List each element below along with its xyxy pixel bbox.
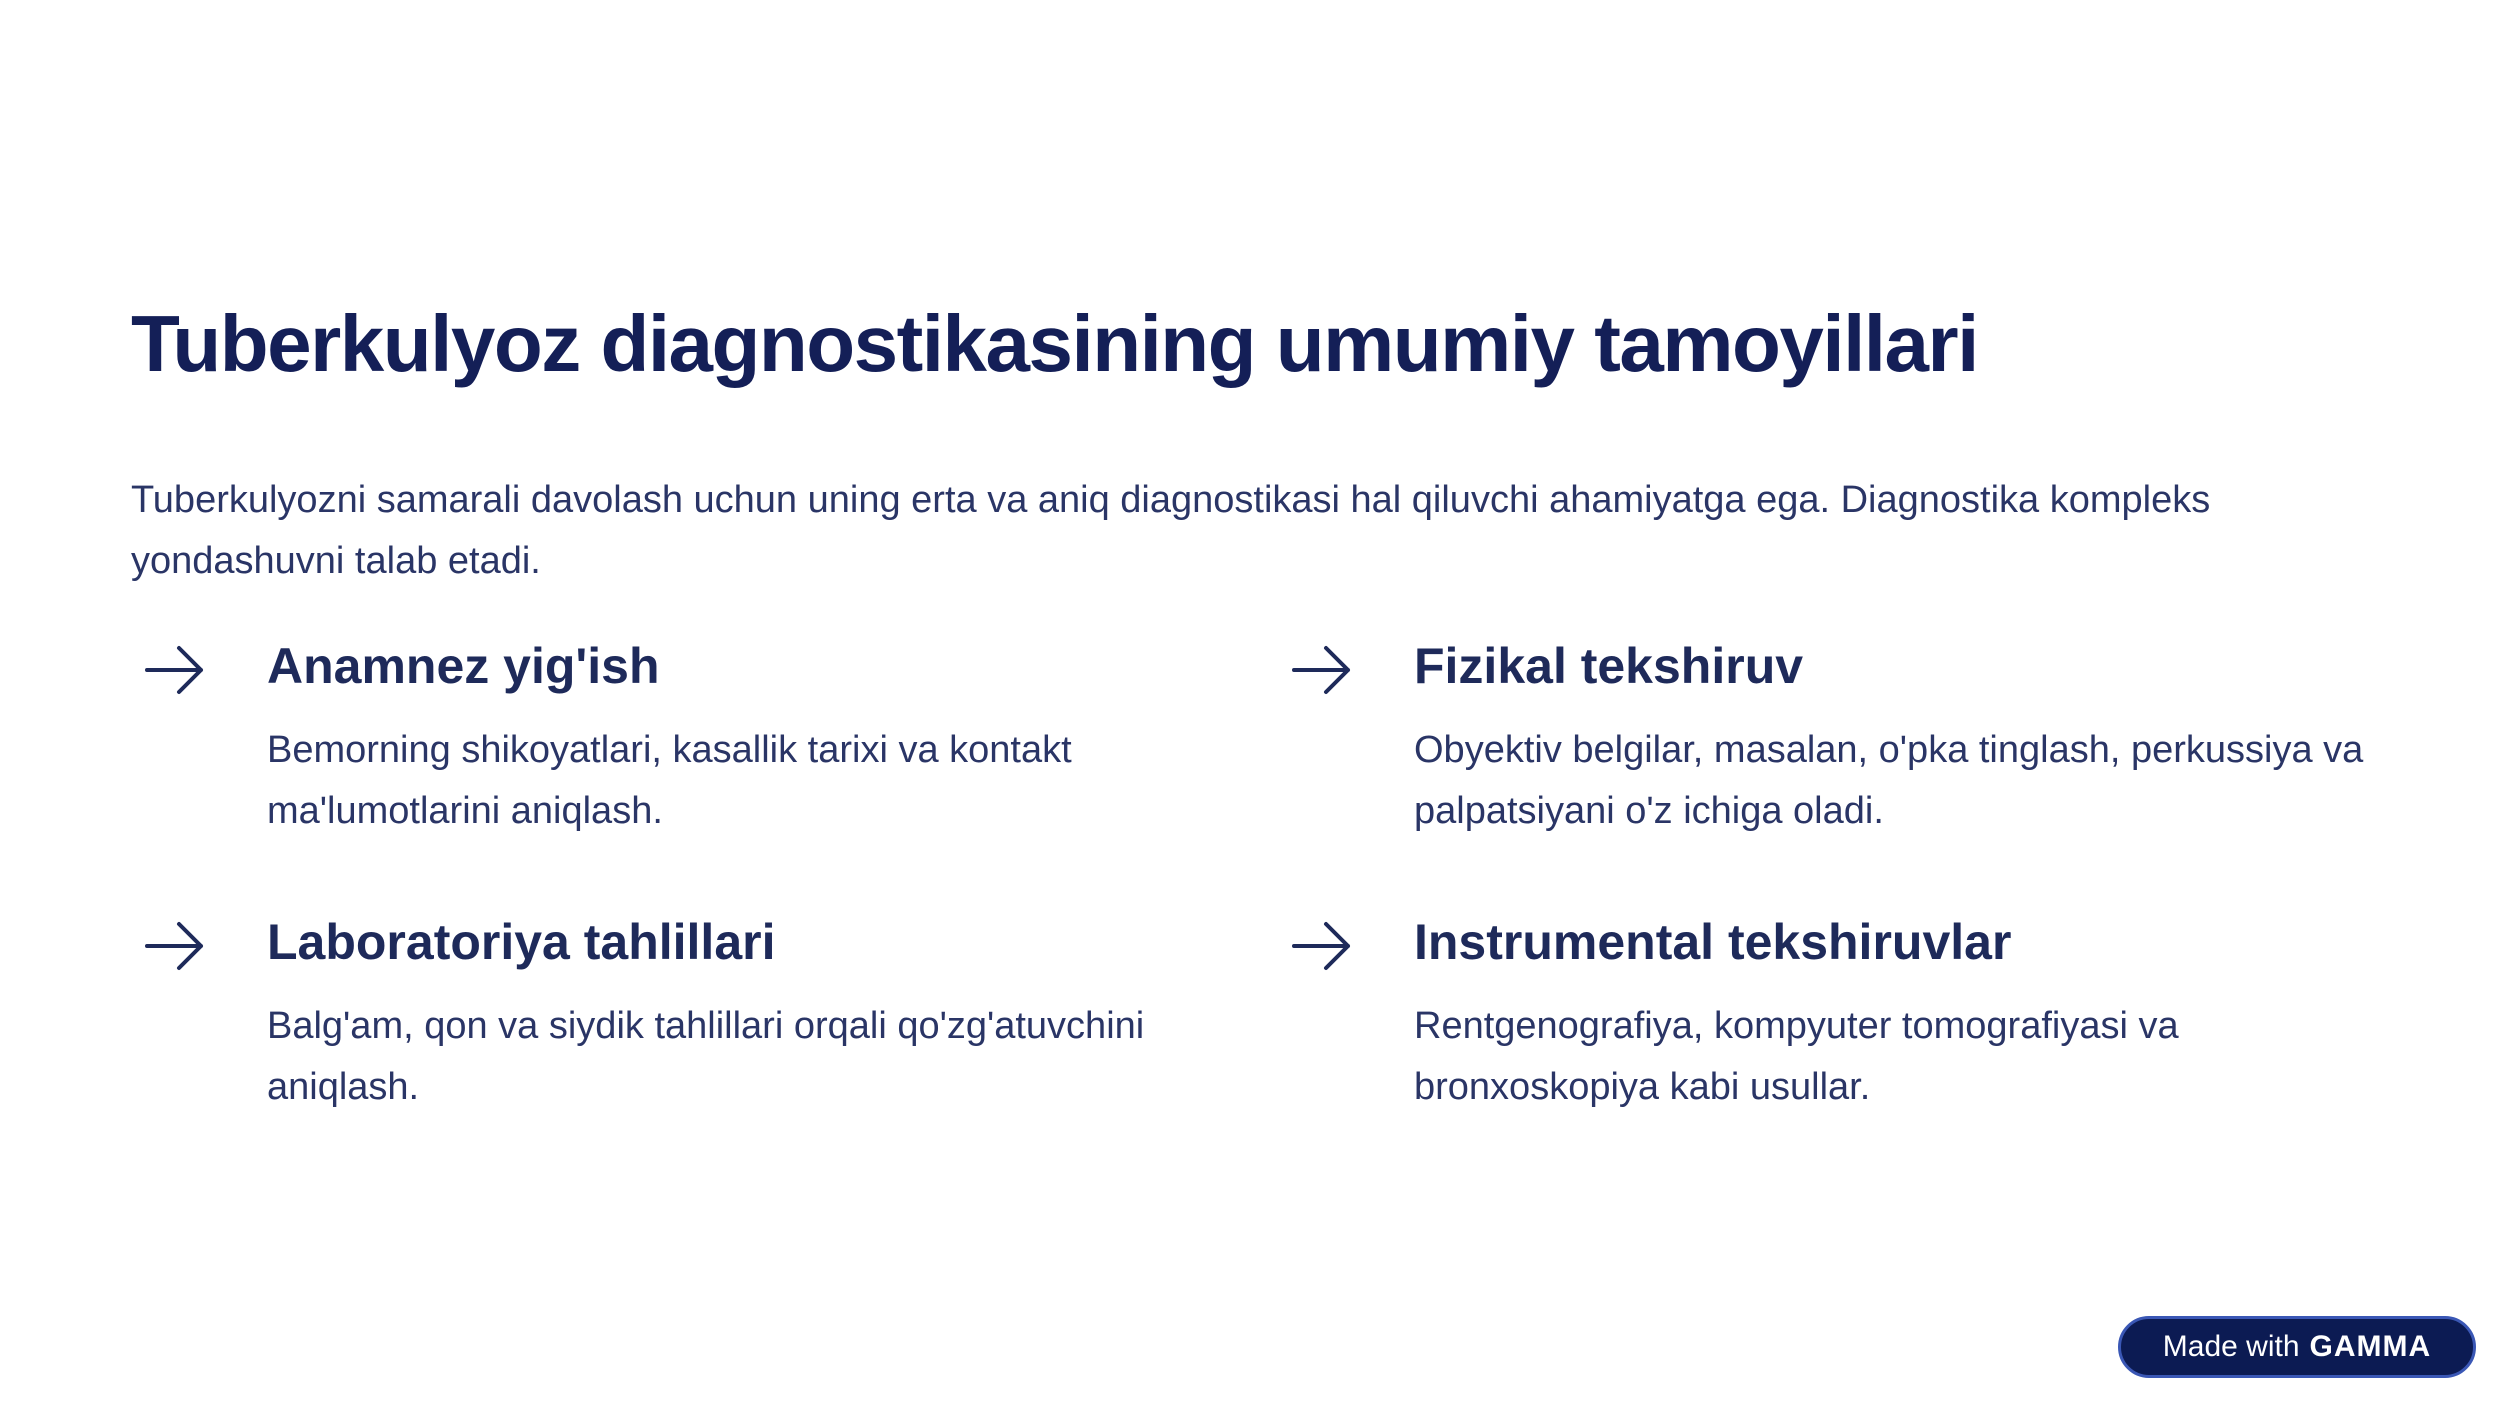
arrow-right-icon: [1290, 914, 1354, 978]
principle-description: Rentgenografiya, kompyuter tomografiyasi va bronxoskopiya kabi usullar.: [1414, 1005, 2179, 1108]
slide-intro: Tuberkulyozni samarali davolash uchun uning erta va aniq diagnostikasi hal qiluvchi ahamiyatga ega. Diagnostika kompleks yondashuvni talab etadi.: [131, 479, 2211, 582]
principle-title: Instrumental tekshiruvlar: [1414, 914, 2012, 970]
principle-title: Laboratoriya tahlillari: [267, 914, 776, 970]
badge-label: Made with: [2162, 1330, 2300, 1363]
principle-title: Fizikal tekshiruv: [1414, 638, 1804, 694]
arrow-right-icon: [143, 914, 207, 978]
principle-title: Anamnez yig'ish: [267, 638, 660, 694]
arrow-right-icon: [143, 638, 207, 702]
principle-description: Bemorning shikoyatlari, kasallik tarixi va kontakt ma'lumotlarini aniqlash.: [267, 729, 1072, 832]
principle-description: Balg'am, qon va siydik tahlillari orqali qo'zg'atuvchini aniqlash.: [267, 1005, 1145, 1108]
slide-title: Tuberkulyoz diagnostikasining umumiy tamoyillari: [131, 299, 1978, 388]
principle-description: Obyektiv belgilar, masalan, o'pka tinglash, perkussiya va palpatsiyani o'z ichiga oladi.: [1414, 729, 2364, 832]
made-with-gamma-badge[interactable]: [2118, 1316, 2476, 1378]
gamma-logo: GAMMA: [2309, 1330, 2432, 1363]
arrow-right-icon: [1290, 638, 1354, 702]
